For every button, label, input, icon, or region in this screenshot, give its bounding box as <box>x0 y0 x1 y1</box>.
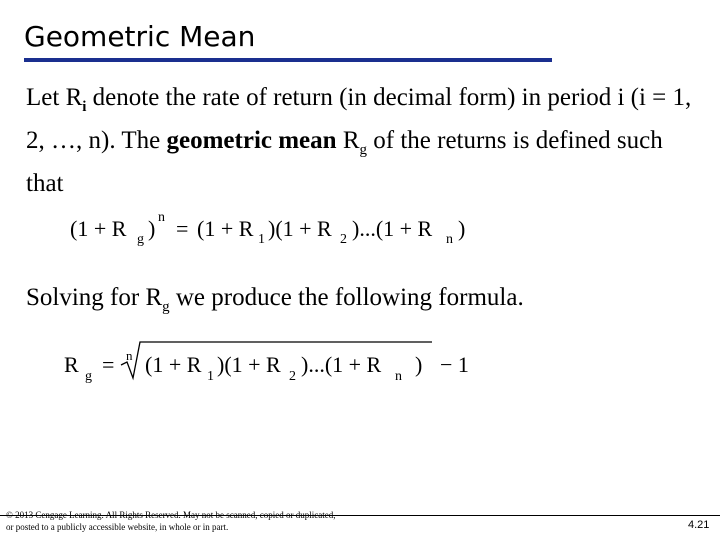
eq2-close: ) <box>415 352 423 377</box>
eq1-factor-1: (1 + R <box>197 216 254 241</box>
eq2-equals: = <box>102 352 115 377</box>
para1-text-4: of the returns is defined such that <box>26 127 663 197</box>
eq1-sub-n: n <box>446 232 453 247</box>
para1-text-1: Let R <box>26 84 83 111</box>
eq2-sub-2: 2 <box>289 369 296 384</box>
eq1-factor-3: )...(1 + R <box>352 216 433 241</box>
eq1-sub-2: 2 <box>340 232 347 247</box>
eq2-factor-1: (1 + R <box>145 352 202 377</box>
eq2-root-index: n <box>126 348 133 363</box>
eq2-factor-2: )(1 + R <box>217 352 281 377</box>
para2-sub-g: g <box>162 299 170 315</box>
eq1-sub-1: 1 <box>258 232 265 247</box>
para1-sub-i: i <box>82 99 87 115</box>
eq2-minus-one: − 1 <box>440 352 469 377</box>
copyright-notice: © 2013 Cengage Learning. All Rights Reserved. May not be scanned, copied or duplicated, or posted to a publicly accessible website, in whole or in part. <box>6 510 336 532</box>
para1-text-3: R <box>336 127 360 154</box>
eq1-exponent: n <box>158 210 165 225</box>
eq1-equals: = <box>176 216 189 241</box>
eq1-close: ) <box>458 216 466 241</box>
page-number: 4.21 <box>688 519 710 531</box>
eq2-factor-3: )...(1 + R <box>301 352 382 377</box>
eq2-sub-1: 1 <box>207 369 214 384</box>
eq1-lhs-open: (1 + R <box>70 216 127 241</box>
eq2-lhs: R <box>64 352 79 377</box>
para2-text-1: Solving for R <box>26 284 163 311</box>
eq1-lhs-sub: g <box>137 232 144 247</box>
para2-text-2: we produce the following formula. <box>169 284 524 311</box>
para1-text-2: denote the rate of return (in decimal form) in period i (i = 1, 2, …, n). The <box>26 84 692 154</box>
equation-formula <box>64 342 469 384</box>
eq2-sub-n: n <box>395 369 402 384</box>
para1-bold-term: geometric mean <box>166 127 337 154</box>
eq2-lhs-sub: g <box>85 369 92 384</box>
slide-title: Geometric Mean <box>24 20 256 53</box>
equation-definition <box>70 210 465 247</box>
eq1-factor-2: )(1 + R <box>268 216 332 241</box>
para1-sub-g: g <box>359 142 367 158</box>
eq1-lhs-close: ) <box>148 216 156 241</box>
